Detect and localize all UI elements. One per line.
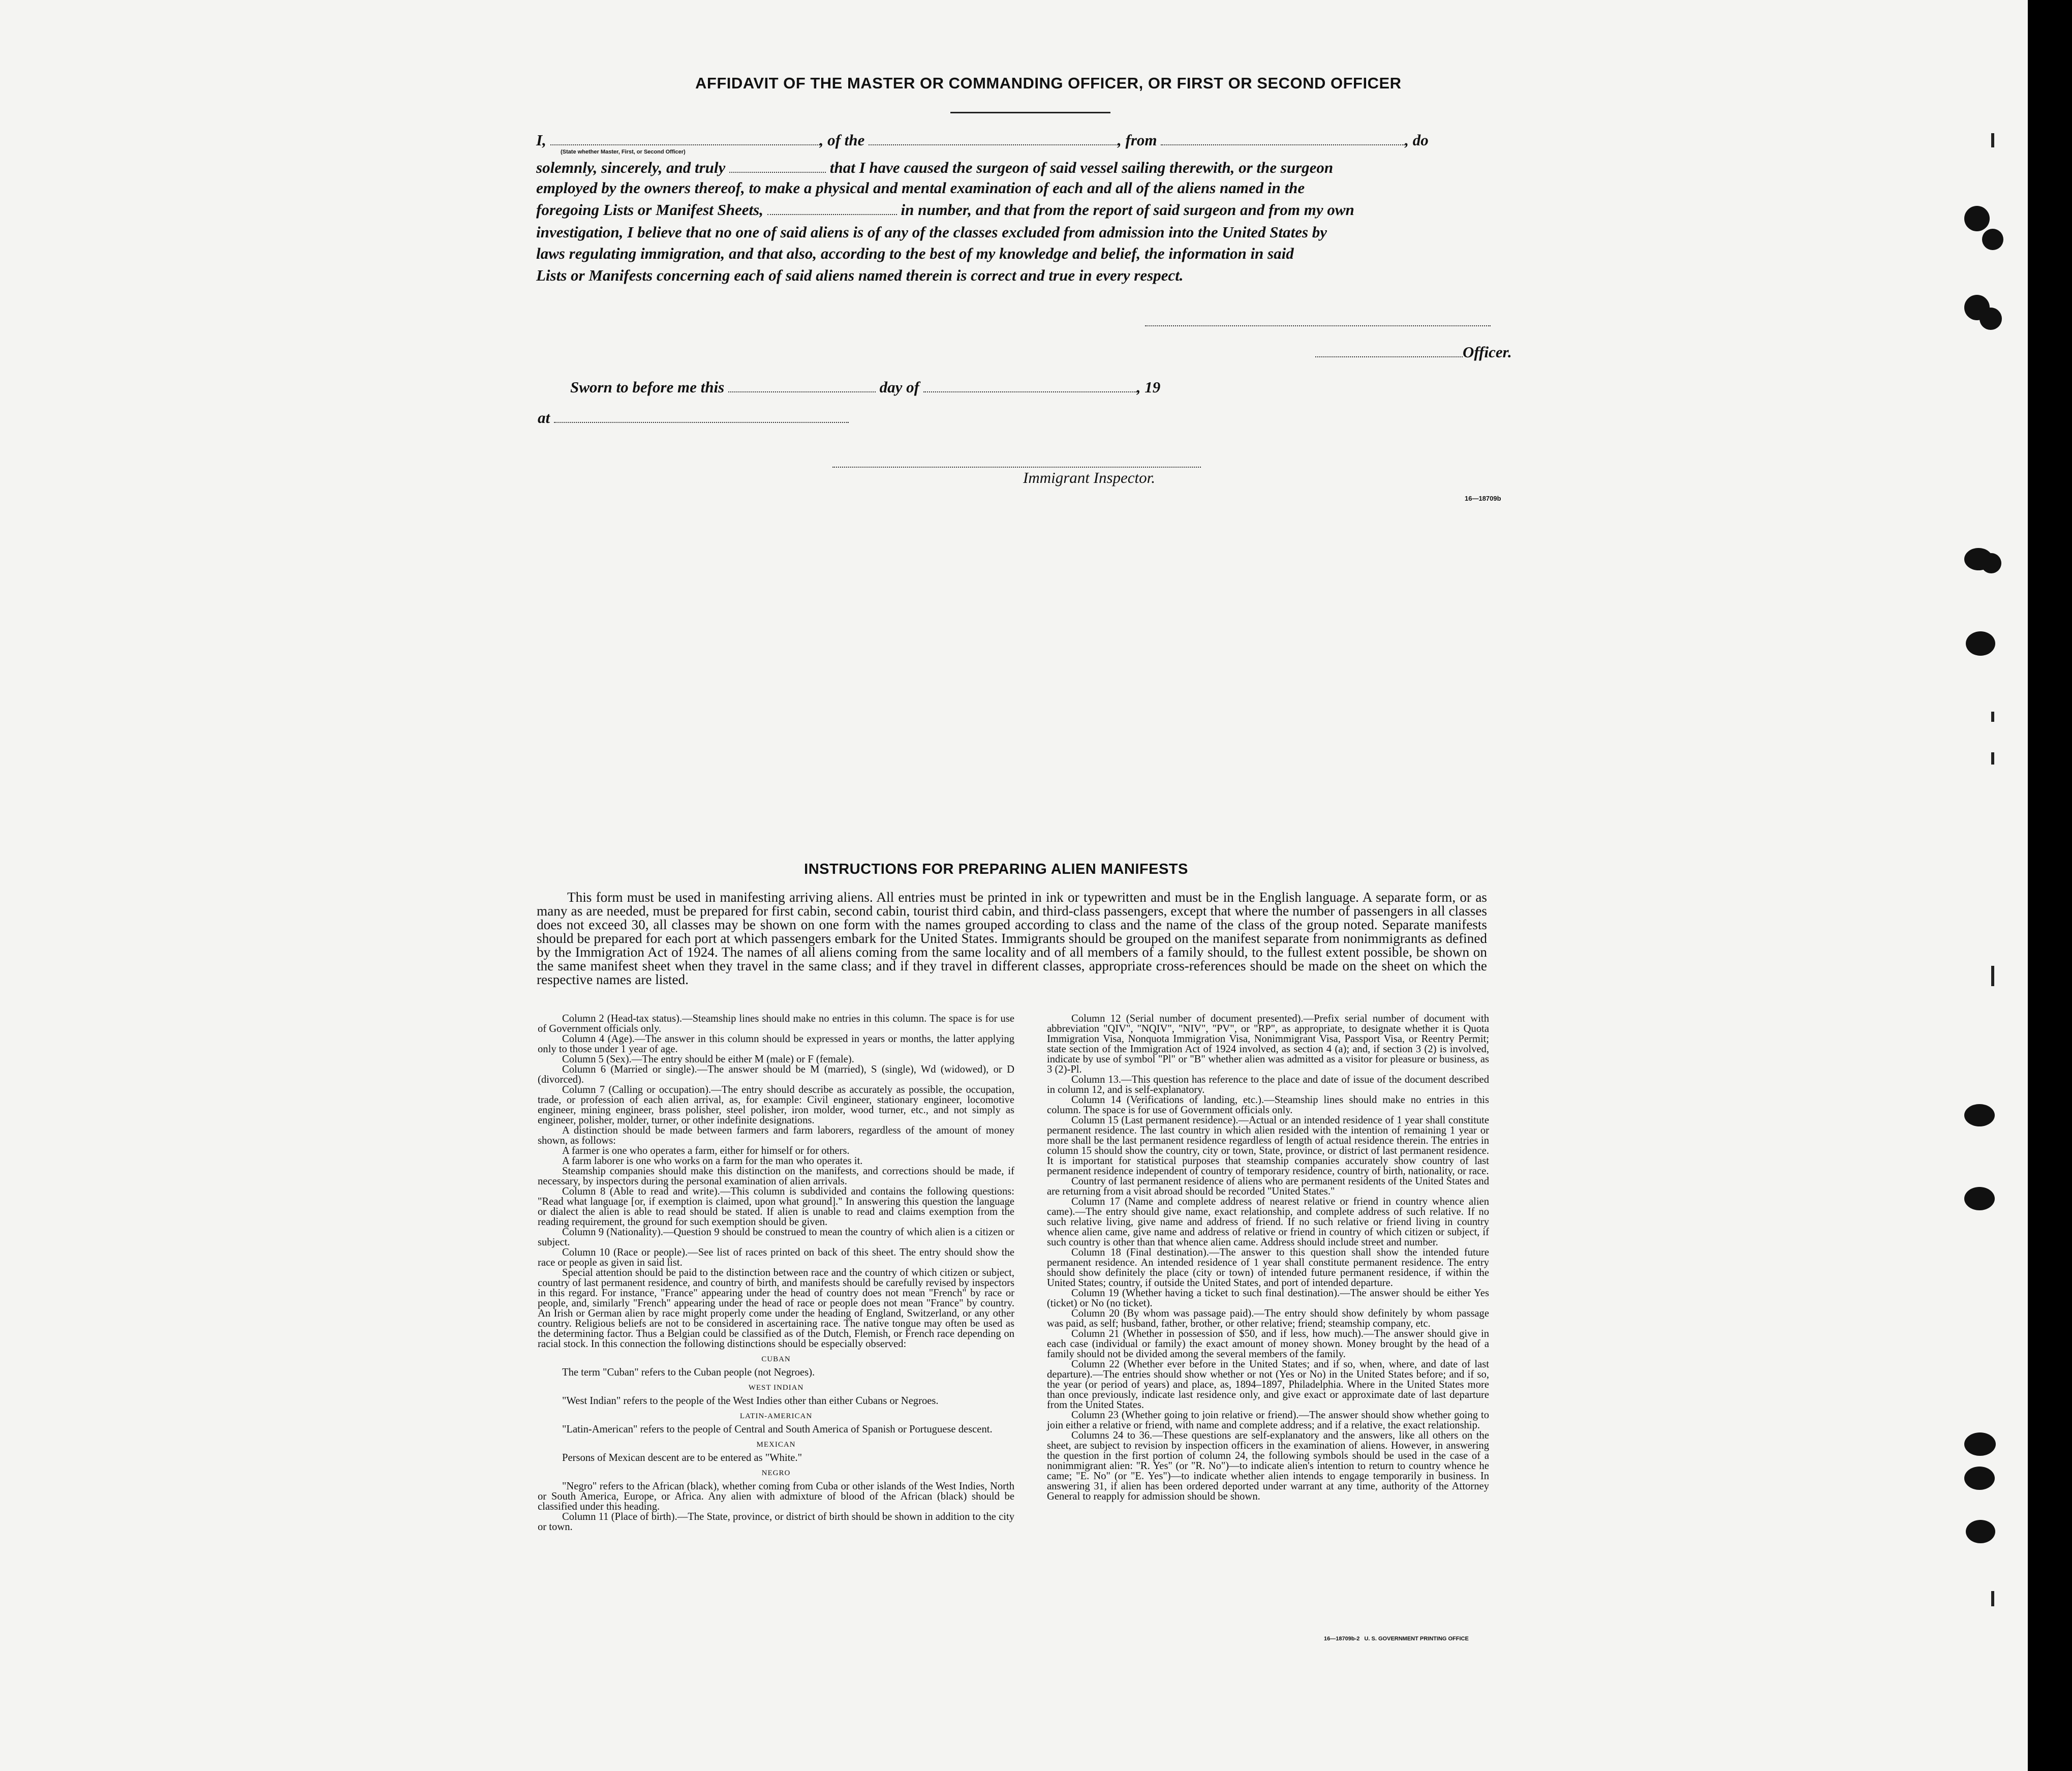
left-para: A farm laborer is one who works on a farm for the man who operates it. [562,1155,863,1167]
sworn-label: Sworn to before me this [570,378,725,396]
affidavit-title: AFFIDAVIT OF THE MASTER OR COMMANDING OFFICER, OR FIRST OR SECOND OFFICER [695,74,1402,92]
sworn-line [570,376,1160,399]
left-para: Column 5 (Sex).—The entry should be either M (male) or F (female). [562,1054,854,1065]
left-para: A distinction should be made between farmers and farm laborers, regardless of the amount of money shown, as follows: [538,1125,1014,1146]
left-para: Special attention should be paid to the distinction between race and the country of which citizen or subject, country of last permanent residence, and country of birth, and manifests should be carefully revised by inspectors in this regard. For instance, "France" appearing under the head of country does not mean "French" by race or people, and, similarly "French" appearing under the head of race or people does not mean "France" by country. An Irish or German alien by race might properly come under the heading of England, Switzerland, or any other country. Religious beliefs are not to be considered in ascertaining race. The native tongue may often be used as the determining factor. Thus a Belgian could be classified as of the Dutch, Flemish, or French race depending on racial stock. In this connection the following distinctions should be especially observed: [538,1267,1014,1350]
edge-mark [1991,752,1994,765]
binder-hole [1966,1520,1995,1543]
title-rule [950,112,1110,113]
left-para: Steamship companies should make this distinction on the manifests, and corrections should be made, if necessary, by inspectors during the personal examination of alien arrivals. [538,1166,1014,1187]
instructions-left-column [538,1014,1014,1532]
instructions-right-column [1047,1014,1489,1502]
right-para: Column 19 (Whether having a ticket to such final destination).—The answer should be either Yes (ticket) or No (no ticket). [1047,1288,1489,1309]
binder-hole [1964,1432,1996,1456]
binder-hole [1964,1467,1995,1490]
port-from-field[interactable] [1161,134,1405,145]
left-para: Column 9 (Nationality).—Question 9 should be construed to mean the country of which alien is a citizen or subject. [538,1227,1014,1248]
left-para: Column 6 (Married or single).—The answer should be M (married), S (single), Wd (widowed), or D (divorced). [538,1064,1014,1085]
right-para: Column 12 (Serial number of document presented).—Prefix serial number of document with abbreviation "QIV", "NQIV", "NIV", "PV", or "RP", as appropriate, to designate whether it is Quota Immigration Visa, Nonquota Immigration Visa, Nonimmigrant Visa, Passport Visa, or Reentry Permit; state section of the Immigration Act of 1924 involved, as section 4 (a); and, if section 3 (2) is involved, indicate by use of symbol "Pl" or "B" whether alien was admitted as a visitor for pleasure or business, as 3 (2)-Pl. [1047,1013,1489,1075]
right-para: Columns 24 to 36.—These questions are self-explanatory and the answers, like all others on the sheet, are subject to revision by inspection officers in the examination of aliens. However, in answering the question in the first portion of column 24, the following symbols should be used in the case of a nonimmigrant alien: "R. Yes" (or "R. No")—to indicate alien's intention to return to country whence he came; "E. No" (or "E. Yes")—to indicate whether alien intends to engage temporarily in business. In answering 31, if alien has been ordered deported under warrant at any time, authority of the Attorney General to reapply for admission should be shown. [1047,1430,1489,1502]
affidavit-line-7: Lists or Manifests concerning each of said aliens named therein is correct and true in every respect. [536,266,1184,284]
foregoing-text: foregoing Lists or Manifest Sheets, [536,201,763,219]
latin-american-text: "Latin-American" refers to the people of Central and South America of Spanish or Portuguese descent. [562,1424,993,1435]
affidavit-line-6: laws regulating immigration, and that also, according to the best of my knowledge and belief, the information in said [536,245,1294,262]
officer-rank-field[interactable] [550,134,820,145]
right-para: Country of last permanent residence of aliens who are permanent residents of the United States and are returning from a visit abroad should be recorded "United States." [1047,1176,1489,1197]
binder-hole [1964,1104,1995,1126]
west-indian-heading: WEST INDIAN [748,1384,804,1392]
cuban-text: The term "Cuban" refers to the Cuban people (not Negroes). [562,1367,815,1378]
right-para: Column 23 (Whether going to join relative or friend).—The answer should show whether going to join either a relative or friend, with name and complete address; and if a relative, the exact relationship. [1047,1410,1489,1431]
vessel-name-field[interactable] [869,134,1118,145]
officer-signature-line[interactable] [1145,325,1491,326]
in-number-text: in number, and that from the report of said surgeon and from my own [901,201,1354,219]
edge-mark [1991,966,1994,986]
i-label: I, [536,131,546,149]
left-para: Column 4 (Age).—The answer in this column should be expressed in years or months, the latter applying only to those under 1 year of age. [538,1033,1014,1055]
printing-office-footer: 16—18709b-2 U. S. GOVERNMENT PRINTING OFFICE [1324,1636,1469,1642]
edge-mark [1991,133,1994,147]
negro-text: "Negro" refers to the African (black), whether coming from Cuba or other islands of the West Indies, North or South America, Europe, or Africa. Any alien with admixture of blood of the African (black) should be classified under this heading. [538,1481,1014,1512]
from-label: , from [1118,131,1157,149]
left-para: Column 7 (Calling or occupation).—The entry should describe as accurately as possible, the occupation, trade, or profession of each alien arrival, as, for example: Civil engineer, stationary engineer, locomotive engineer, mining engineer, brass polisher, steel polisher, iron molder, wood turner, etc., and not simply as engineer, polisher, molder, turner, or other indefinite designations. [538,1084,1014,1126]
right-para: Column 13.—This question has reference to the place and date of issue of the document described in column 12, and is self-explanatory. [1047,1074,1489,1095]
binder-hole [1964,1187,1995,1210]
do-label: , do [1405,131,1429,149]
right-para: Column 22 (Whether ever before in the United States; and if so, when, where, and date of last departure).—The entries should show whether or not (Yes or No) in the United States before; and if so, the year (or period of years) and place, as, 1894–1897, Philadelphia. Where in the United States more than once previously, indicate last residence only, and give exact or approximate date of last departure from the United States. [1047,1359,1489,1411]
left-para: Column 10 (Race or people).—See list of races printed on back of this sheet. The entry should show the race or people as given in said list. [538,1247,1014,1268]
officer-label: Officer. [1463,343,1512,361]
binder-hole [1982,229,2003,250]
sworn-month-field[interactable] [923,381,1137,392]
right-para: Column 20 (By whom was passage paid).—The entry should show definitely by whom passage was paid, as self; husband, father, brother, or other relative; friend; steamship company, etc. [1047,1308,1489,1329]
mexican-heading: MEXICAN [756,1441,796,1449]
column-11-text: Column 11 (Place of birth).—The State, province, or district of birth should be shown in addition to the city or town. [538,1511,1014,1533]
cuban-heading: CUBAN [761,1355,791,1363]
latin-american-heading: LATIN-AMERICAN [739,1412,813,1420]
mexican-text: Persons of Mexican descent are to be entered as "White." [562,1452,802,1463]
of-the-label: , of the [819,131,865,149]
sworn-day-field[interactable] [728,381,876,392]
right-para: Column 18 (Final destination).—The answer to this question shall show the intended future permanent residence. An intended residence of 1 year shall constitute permanent residence. The entry should show definitely the place (city or town) of intended future permanent residence, if within the United States; country, if outside the United States, and port of intended departure. [1047,1247,1489,1289]
at-line [538,407,849,429]
right-para: Column 14 (Verifications of landing, etc.).—Steamship lines should make no entries in this column. The space is for use of Government officials only. [1047,1094,1489,1116]
oath-field[interactable] [729,162,826,173]
solemnly-text: solemnly, sincerely, and truly [536,159,726,176]
year-label: , 19 [1136,378,1161,396]
at-label: at [538,409,550,426]
instructions-intro: This form must be used in manifesting arriving aliens. All entries must be printed in ink or typewritten and must be in the English language. A separate form, or as many as are needed, must be prepared for first cabin, second cabin, tourist third cabin, and third-class passengers, except that where the number of passengers in all classes does not exceed 30, all classes may be shown on one form with the names grouped according to class and the name of the class of the group noted. Separate manifests should be prepared for each port at which passengers embark for the United States. Immigrants should be grouped on the manifest separate from nonimmigrants as defined by the Immigration Act of 1924. The names of all aliens coming from the same locality and of all members of a family should, to the fullest extent possible, be shown on the same manifest sheet when they travel in the same class; and if they travel in different classes, appropriate cross-references should be made on the sheet on which the respective names are listed. [537,890,1487,987]
alien-count-field[interactable] [767,204,897,215]
scan-edge [2028,0,2072,1771]
officer-field[interactable] [1315,346,1463,357]
place-field[interactable] [554,412,849,423]
affidavit-line-4 [536,199,1354,221]
left-para: Column 8 (Able to read and write).—This column is subdivided and contains the following questions: "Read what language [or, if exemption is claimed, upon what ground]." In answering this question the language or dialect the alien is able to read should be stated. If alien is unable to read and claims exemption from the reading requirement, the ground for such exemption should be given. [538,1186,1014,1228]
surgeon-text: that I have caused the surgeon of said vessel sailing therewith, or the surgeon [829,159,1334,176]
binder-hole [1966,631,1995,656]
left-para: Column 2 (Head-tax status).—Steamship lines should make no entries in this column. The space is for use of Government officials only. [538,1013,1014,1034]
negro-heading: NEGRO [761,1469,791,1477]
right-para: Column 21 (Whether in possession of $50, and if less, how much).—The answer should give in each case (individual or family) the exact amount of money shown. Money brought by the head of a family should not be divided among the several members of the family. [1047,1328,1489,1360]
officer-line [1315,341,1512,363]
affidavit-line-1 [536,129,1429,151]
rank-hint: (State whether Master, First, or Second Officer) [561,149,686,155]
binder-hole [1964,206,1990,231]
inspector-label: Immigrant Inspector. [1023,469,1156,486]
affidavit-line-5: investigation, I believe that no one of said aliens is of any of the classes excluded from admission into the United States by [536,223,1327,241]
binder-hole [1981,553,2001,573]
right-para: Column 15 (Last permanent residence).—Actual or an intended residence of 1 year shall constitute permanent residence. The last country in which alien resided with the intention of remaining 1 year or more shall be the last permanent residence regardless of length of actual residence therein. The entries in column 15 should show the country, city or town, State, province, or district of last permanent residence. It is important for statistical purposes that steamship companies accurately show country of last permanent residence independent of country of temporary residence, country of birth, nationality, or race. [1047,1115,1489,1177]
binder-hole [1980,308,2002,330]
instructions-title: INSTRUCTIONS FOR PREPARING ALIEN MANIFESTS [804,861,1188,877]
affidavit-line-3: employed by the owners thereof, to make a physical and mental examination of each and all of the aliens named in the [536,179,1305,197]
edge-mark [1991,1591,1994,1606]
edge-mark [1991,712,1994,722]
left-para: A farmer is one who operates a farm, either for himself or for others. [562,1145,850,1156]
day-of-label: day of [879,378,919,396]
west-indian-text: "West Indian" refers to the people of the West Indies other than either Cubans or Negroes. [562,1395,939,1407]
form-number: 16—18709b [1465,495,1501,502]
affidavit-line-2 [536,157,1333,179]
right-para: Column 17 (Name and complete address of nearest relative or friend in country whence alien came).—The entry should give name, exact relationship, and complete address of such relative. If no such relative living, give name and address of friend. If no such relative or friend living in country whence alien came, give name and address of relative or friend in country of which citizen or subject, if such country is other than that whence alien came. Address should include street and number. [1047,1196,1489,1248]
